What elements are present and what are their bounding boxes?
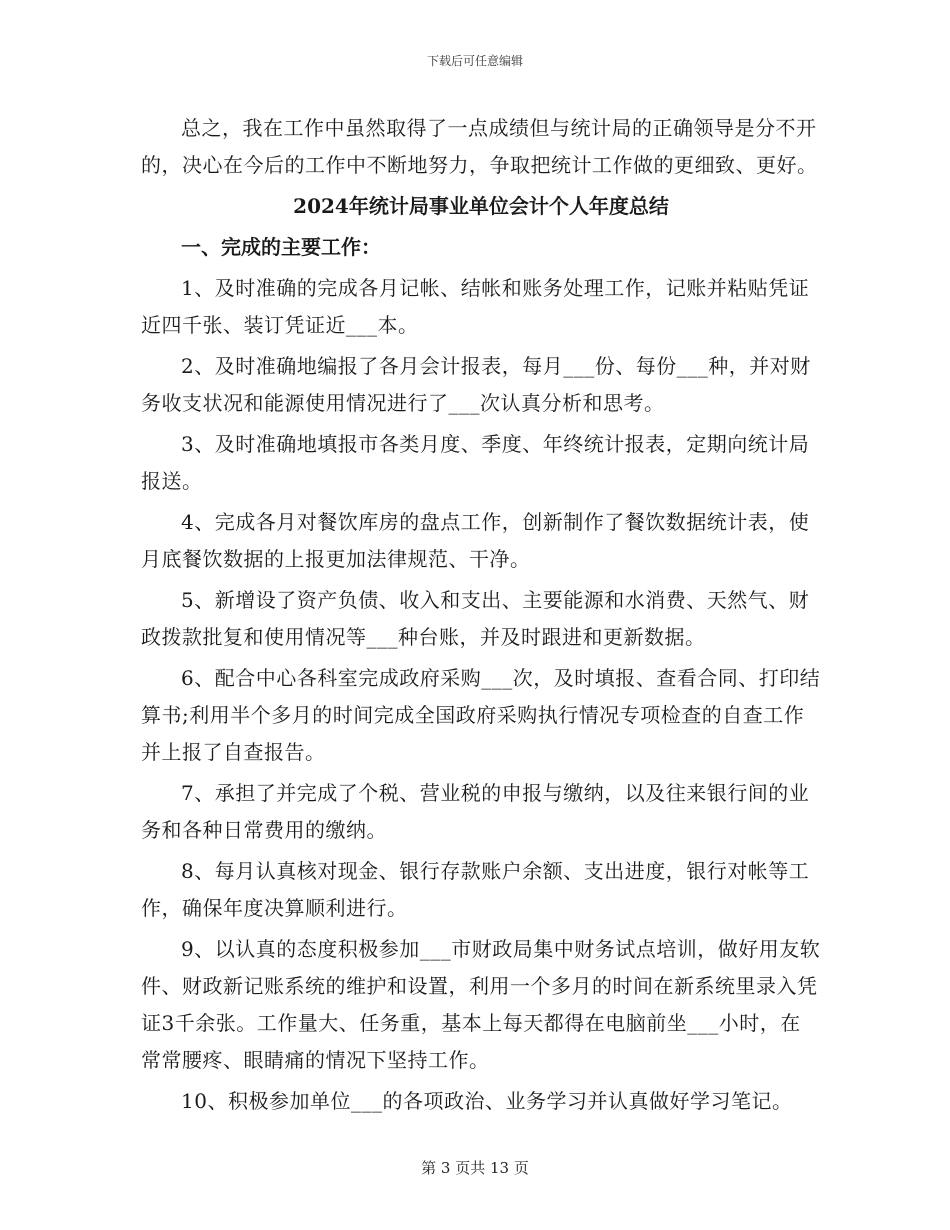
intro-paragraph: 总之，我在工作中虽然取得了一点成绩但与统计局的正确领导是分不开的，决心在今后的工作中不断地努力，争取把统计工作做的更细致、更好。 (141, 116, 818, 177)
document-body (141, 110, 821, 1124)
list-item: 7、承担了并完成了个税、营业税的申报与缴纳，以及往来银行间的业务和各种日常费用的缴纳。 (141, 781, 810, 842)
list-item: 9、以认真的态度积极参加___市财政局集中财务试点培训，做好用友软件、财政新记账系统的维护和设置，利用一个多月的时间在新系统里录入凭证3千余张。工作量大、任务重，基本上每天都得在电脑前坐___小时，在常常腰疼、眼睛痛的情况下坚持工作。 (141, 937, 821, 1072)
list-item: 3、及时准确地填报市各类月度、季度、年终统计报表，定期向统计局报送。 (141, 432, 810, 493)
list-item: 10、积极参加单位___的各项政治、业务学习并认真做好学习笔记。 (181, 1089, 793, 1113)
list-item: 5、新增设了资产负债、收入和支出、主要能源和水消费、天然气、财政拨款批复和使用情况等___种台账，并及时跟进和更新数据。 (141, 588, 810, 649)
page-footer: 第 3 页共 13 页 (421, 1159, 529, 1177)
list-item: 4、完成各月对餐饮库房的盘点工作，创新制作了餐饮数据统计表，使月底餐饮数据的上报更加法律规范、干净。 (141, 510, 810, 571)
list-item: 8、每月认真核对现金、银行存款账户余额、支出进度，银行对帐等工作，确保年度决算顺利进行。 (141, 859, 810, 920)
section-heading: 一、完成的主要工作： (181, 235, 381, 259)
page-header: 下载后可任意编辑 (426, 54, 523, 68)
document-title: 2024年统计局事业单位会计个人年度总结 (293, 194, 669, 218)
list-item: 6、配合中心各科室完成政府采购___次，及时填报、查看合同、打印结算书;利用半个多月的时间完成全国政府采购执行情况专项检查的自查工作并上报了自查报告。 (141, 666, 821, 764)
list-item: 1、及时准确的完成各月记帐、结帐和账务处理工作，记账并粘贴凭证近四千张、装订凭证近___本。 (141, 276, 810, 337)
list-item: 2、及时准确地编报了各月会计报表，每月___份、每份___种，并对财务收支状况和能源使用情况进行了___次认真分析和思考。 (141, 354, 811, 415)
